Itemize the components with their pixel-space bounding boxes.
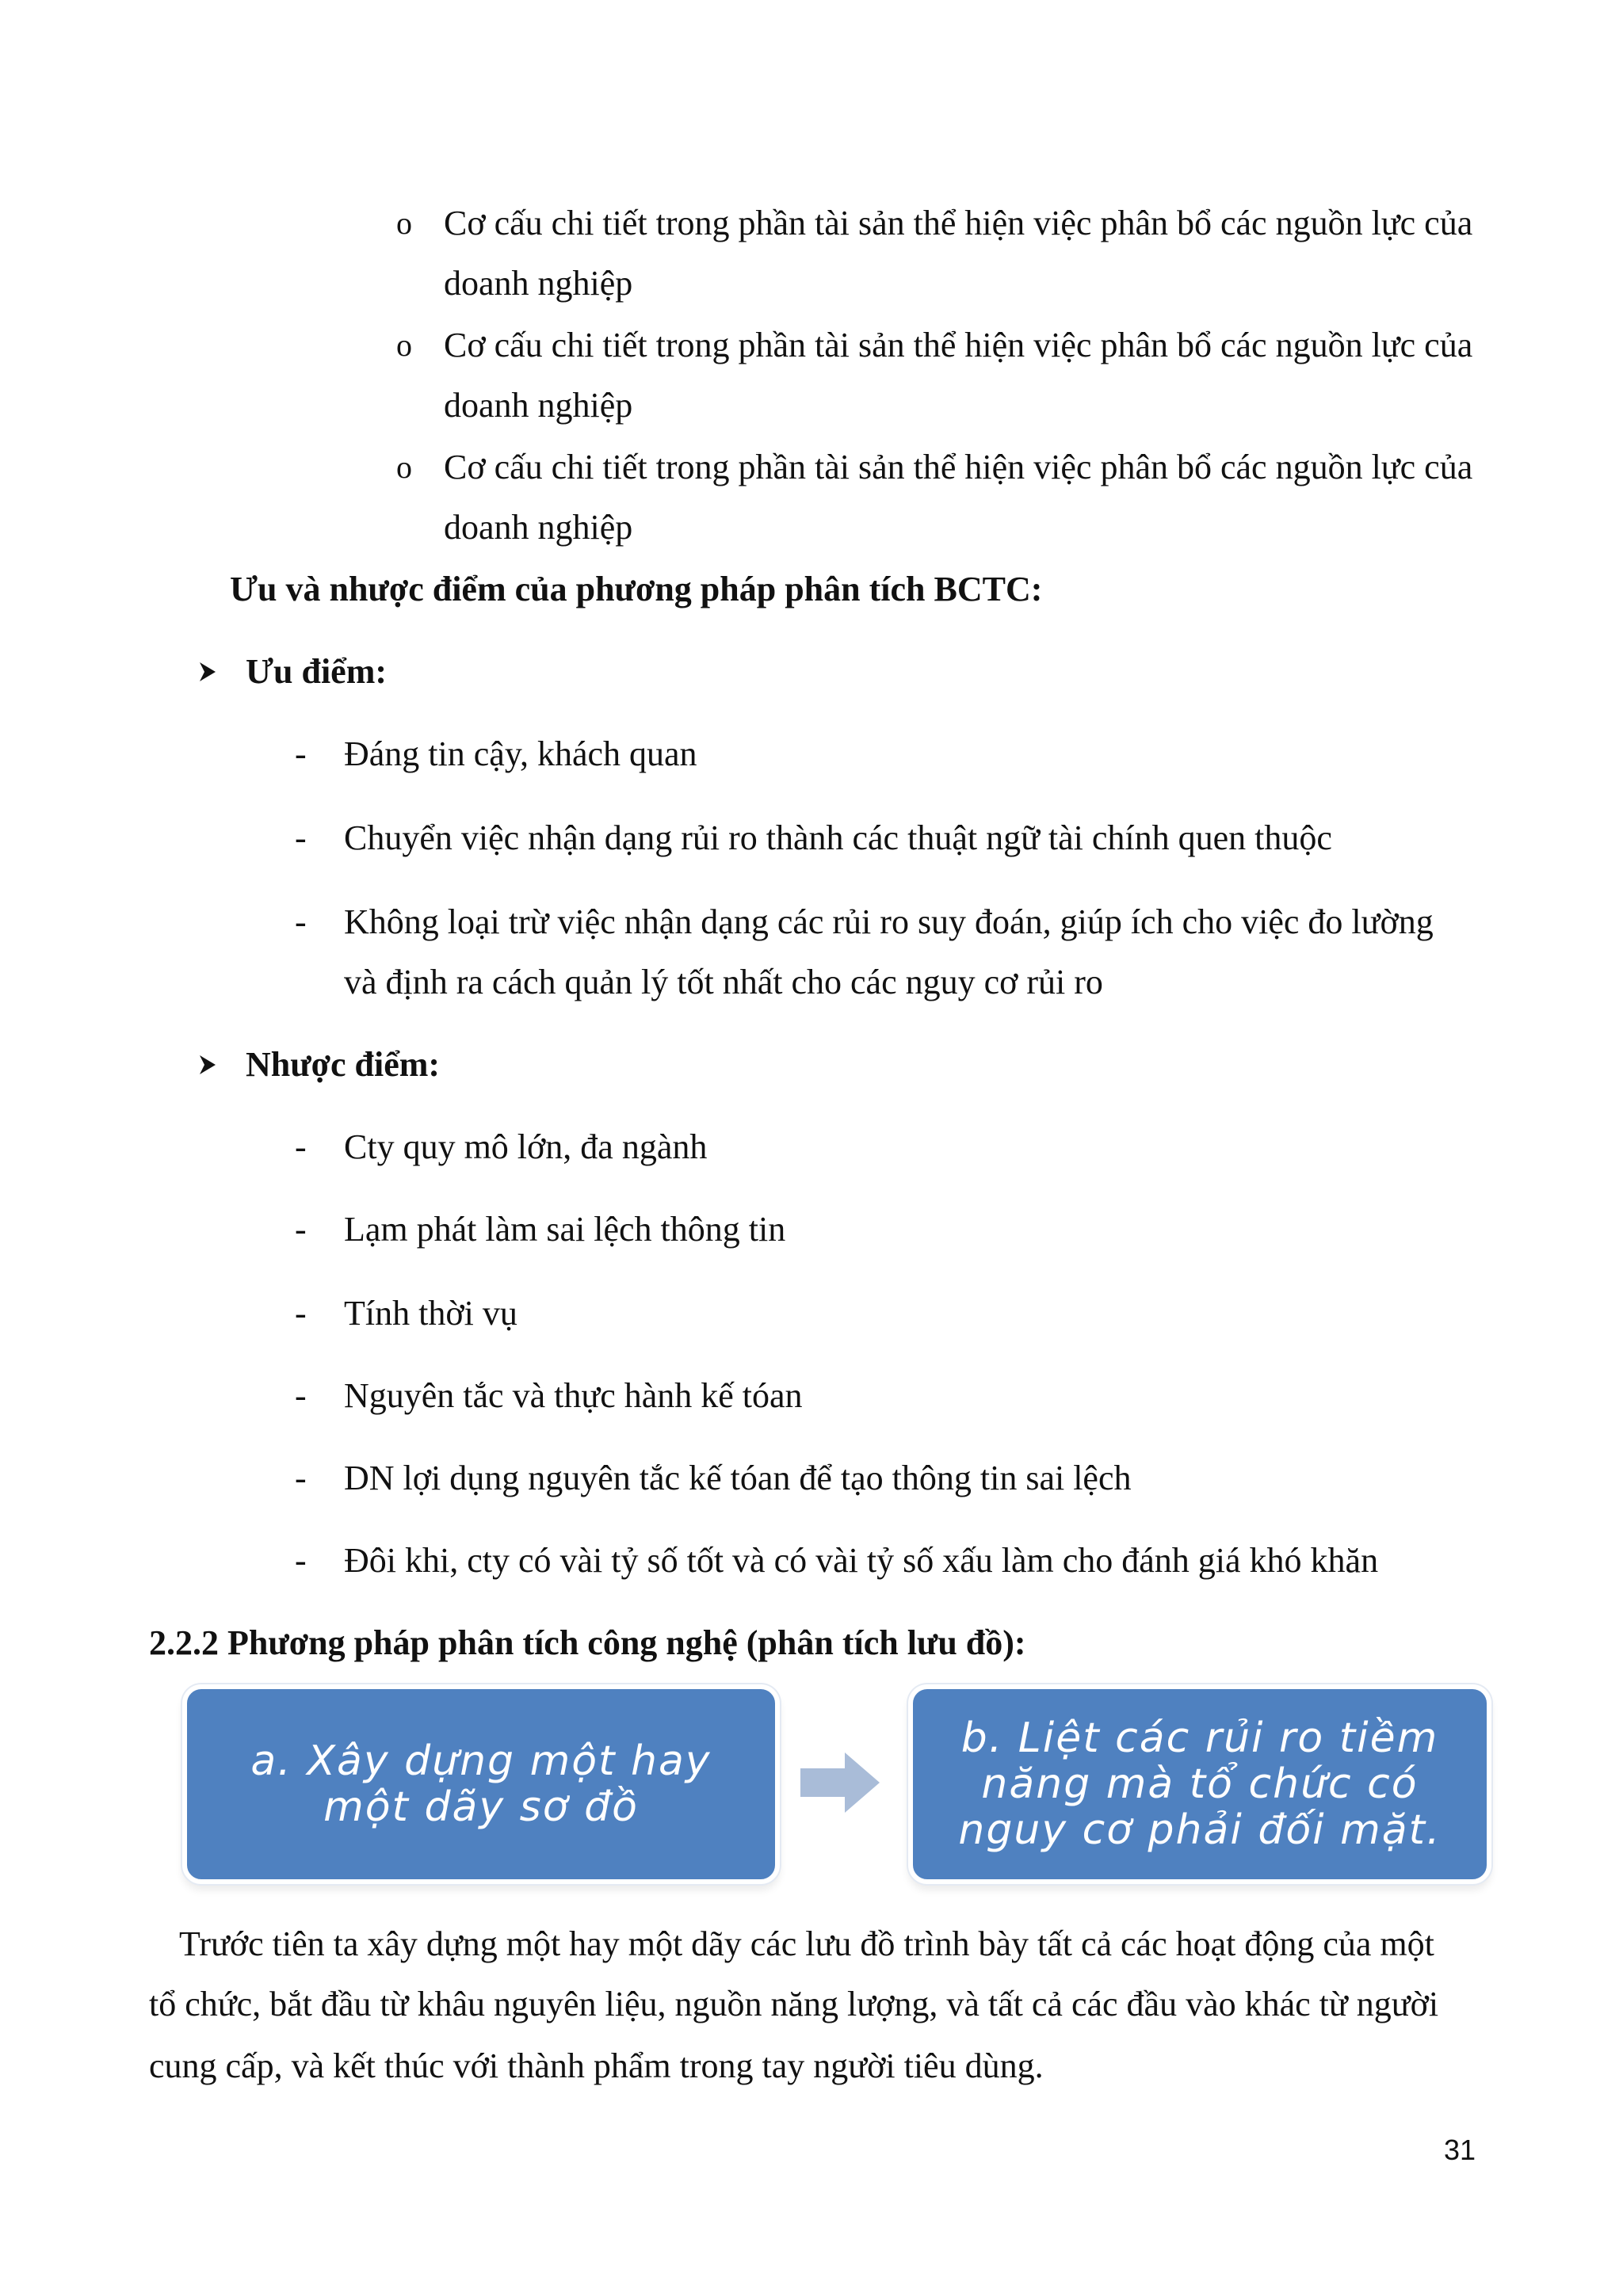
paragraph-line: cung cấp, và kết thúc với thành phẩm trong tay người tiêu dùng.	[149, 2046, 1044, 2085]
dash-bullet: -	[295, 1459, 307, 1497]
paragraph-line: Trước tiên ta xây dựng một hay một dãy các lưu đồ trình bày tất cả các hoạt động của một	[179, 1924, 1434, 1963]
flow-box-a	[182, 1684, 780, 1884]
list-item-line: Cơ cấu chi tiết trong phần tài sản thể hiện việc phân bổ các nguồn lực của	[444, 326, 1473, 364]
disadvantage-item: DN lợi dụng nguyên tắc kế tóan để tạo thông tin sai lệch	[344, 1459, 1132, 1497]
dash-bullet: -	[295, 1541, 307, 1580]
advantage-item: Đáng tin cậy, khách quan	[344, 734, 697, 773]
disadvantages-heading: Nhược điểm:	[246, 1045, 441, 1084]
dash-bullet: -	[295, 734, 307, 773]
advantages-heading: Ưu điểm:	[246, 652, 388, 691]
arrow-bullet-icon	[198, 648, 217, 696]
list-item-line: doanh nghiệp	[444, 508, 633, 547]
disadvantage-item: Đôi khi, cty có vài tỷ số tốt và có vài tỷ số xấu làm cho đánh giá khó khăn	[344, 1541, 1379, 1580]
arrow-bullet-icon	[198, 1041, 217, 1089]
pros-cons-heading: Ưu và nhược điểm của phương pháp phân tích BCTC:	[230, 570, 1043, 608]
dash-bullet: -	[295, 1294, 307, 1333]
advantage-item: Chuyển việc nhận dạng rủi ro thành các thuật ngữ tài chính quen thuộc	[344, 818, 1332, 857]
circle-bullet: o	[396, 449, 412, 485]
list-item-line: Cơ cấu chi tiết trong phần tài sản thể hiện việc phân bổ các nguồn lực của	[444, 448, 1473, 486]
advantage-item: Không loại trừ việc nhận dạng các rủi ro suy đoán, giúp ích cho việc đo lường	[344, 902, 1434, 941]
paragraph-line: tổ chức, bắt đầu từ khâu nguyên liệu, nguồn năng lượng, và tất cả các đầu vào khác từ người	[149, 1985, 1439, 2023]
dash-bullet: -	[295, 902, 307, 941]
flow-box-a-text: a. Xây dựng một hay một dãy sơ đồ	[250, 1737, 712, 1831]
right-arrow-icon	[800, 1749, 880, 1816]
flow-box-b	[908, 1684, 1491, 1884]
disadvantage-item: Tính thời vụ	[344, 1294, 517, 1333]
circle-bullet: o	[396, 205, 412, 241]
dash-bullet: -	[295, 1376, 307, 1415]
dash-bullet: -	[295, 1210, 307, 1249]
list-item-line: Cơ cấu chi tiết trong phần tài sản thể hiện việc phân bổ các nguồn lực của	[444, 204, 1473, 242]
flow-box-b-text: b. Liệt các rủi ro tiềm năng mà tổ chức có nguy cơ phải đối mặt.	[958, 1714, 1442, 1854]
advantage-item-continuation: và định ra cách quản lý tốt nhất cho các nguy cơ rủi ro	[344, 963, 1103, 1001]
list-item-line: doanh nghiệp	[444, 386, 633, 425]
disadvantage-item: Lạm phát làm sai lệch thông tin	[344, 1210, 786, 1249]
section-heading: 2.2.2 Phương pháp phân tích công nghệ (phân tích lưu đồ):	[149, 1623, 1026, 1662]
dash-bullet: -	[295, 1127, 307, 1166]
disadvantage-item: Nguyên tắc và thực hành kế tóan	[344, 1376, 803, 1415]
page-number: 31	[1444, 2134, 1476, 2166]
dash-bullet: -	[295, 818, 307, 857]
disadvantage-item: Cty quy mô lớn, đa ngành	[344, 1127, 708, 1166]
list-item-line: doanh nghiệp	[444, 264, 633, 303]
circle-bullet: o	[396, 327, 412, 363]
